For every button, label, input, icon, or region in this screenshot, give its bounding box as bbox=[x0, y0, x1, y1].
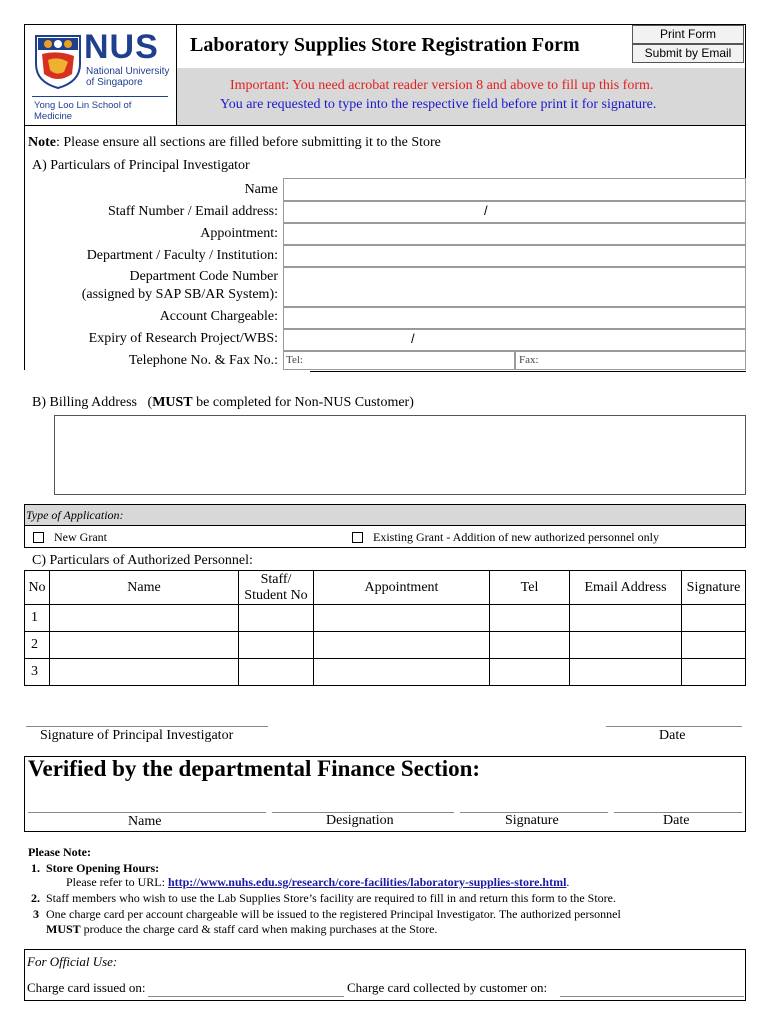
tel-input[interactable] bbox=[283, 351, 515, 370]
cell-email[interactable] bbox=[570, 632, 682, 659]
notes-heading: Please Note: bbox=[28, 845, 91, 859]
note-3-text: One charge card per account chargeable will be issued to the registered Principal Investigator. The authorized personnel bbox=[46, 907, 621, 921]
row-number: 2 bbox=[25, 632, 50, 659]
dept-code-input[interactable] bbox=[283, 267, 746, 307]
pi-date-line[interactable] bbox=[606, 726, 742, 727]
section-b-must: MUST bbox=[152, 395, 193, 410]
application-header bbox=[24, 504, 746, 526]
important-notice: Important: You need acrobat reader version 8 and above to fill up this form. bbox=[230, 78, 654, 93]
cell-signature[interactable] bbox=[682, 659, 746, 686]
note-3-rest: produce the charge card & staff card when making purchases at the Store. bbox=[80, 922, 438, 936]
existing-grant-checkbox[interactable] bbox=[352, 532, 363, 543]
section-b-rest: be completed for Non-NUS Customer) bbox=[192, 395, 414, 410]
section-c-heading: C) Particulars of Authorized Personnel: bbox=[32, 553, 253, 568]
note-2-number: 2. bbox=[31, 891, 40, 905]
note-3-must: MUST bbox=[46, 922, 81, 936]
expiry-slash: / bbox=[411, 331, 415, 346]
new-grant-label: New Grant bbox=[54, 530, 107, 544]
note-3-line-2 bbox=[46, 922, 437, 937]
cell-email[interactable] bbox=[570, 605, 682, 632]
col-appointment: Appointment bbox=[314, 571, 490, 605]
note-1-line bbox=[66, 875, 569, 890]
section-a-heading: A) Particulars of Principal Investigator bbox=[32, 158, 250, 173]
pi-signature-line[interactable] bbox=[26, 726, 268, 727]
nus-logo bbox=[32, 28, 172, 122]
logo-singapore: of Singapore bbox=[86, 77, 143, 88]
cell-tel[interactable] bbox=[490, 605, 570, 632]
note-bold: Note bbox=[28, 135, 56, 150]
section-b-heading bbox=[32, 395, 414, 411]
appointment-input[interactable] bbox=[283, 223, 746, 245]
col-tel: Tel bbox=[490, 571, 570, 605]
cell-staff[interactable] bbox=[239, 605, 314, 632]
label-dept-code: Department Code Number bbox=[129, 269, 278, 284]
fax-label: Fax: bbox=[519, 354, 539, 366]
label-account: Account Chargeable: bbox=[159, 309, 278, 324]
issued-label: Charge card issued on: bbox=[27, 980, 146, 995]
row-number: 3 bbox=[25, 659, 50, 686]
print-form-button[interactable]: Print Form bbox=[632, 25, 744, 44]
cell-tel[interactable] bbox=[490, 659, 570, 686]
collected-line[interactable] bbox=[560, 996, 744, 997]
note-body: : Please ensure all sections are filled before submitting it to the Store bbox=[56, 135, 441, 150]
col-staff-1: Staff/ bbox=[260, 571, 292, 587]
type-notice: You are requested to type into the respective field before print it for signature. bbox=[220, 97, 657, 112]
verified-designation-label: Designation bbox=[326, 813, 394, 828]
col-no: No bbox=[25, 571, 50, 605]
submit-email-button[interactable]: Submit by Email bbox=[632, 44, 744, 63]
note-1-number: 1. bbox=[31, 861, 40, 875]
logo-school: Yong Loo Lin School of Medicine bbox=[34, 100, 132, 122]
pi-signature-label: Signature of Principal Investigator bbox=[40, 728, 234, 743]
account-input[interactable] bbox=[283, 307, 746, 329]
row-number: 1 bbox=[25, 605, 50, 632]
note-2-text: Staff members who wish to use the Lab Supplies Store’s facility are required to fill in and return this form to the Store. bbox=[46, 891, 616, 905]
verified-name-line[interactable] bbox=[28, 812, 266, 813]
cell-name[interactable] bbox=[50, 632, 239, 659]
section-b-title: B) Billing Address bbox=[32, 395, 138, 410]
department-input[interactable] bbox=[283, 245, 746, 267]
cell-tel[interactable] bbox=[490, 632, 570, 659]
table-row bbox=[25, 605, 746, 632]
pi-date-label: Date bbox=[659, 728, 686, 743]
note-1-prefix: Please refer to URL: bbox=[66, 875, 168, 889]
table-row bbox=[25, 632, 746, 659]
tel-label: Tel: bbox=[286, 354, 303, 366]
note-1-end: . bbox=[566, 875, 570, 889]
cell-staff[interactable] bbox=[239, 632, 314, 659]
personnel-table bbox=[24, 570, 746, 686]
table-row bbox=[25, 659, 746, 686]
cell-name[interactable] bbox=[50, 659, 239, 686]
cell-appointment[interactable] bbox=[314, 632, 490, 659]
col-staff-2: Student No bbox=[244, 587, 308, 603]
verified-name-label: Name bbox=[128, 814, 162, 829]
logo-rule bbox=[32, 96, 168, 97]
existing-grant-label: Existing Grant - Addition of new authorized personnel only bbox=[373, 530, 659, 544]
application-title: Type of Application: bbox=[26, 508, 124, 522]
col-signature: Signature bbox=[682, 571, 746, 605]
label-expiry: Expiry of Research Project/WBS: bbox=[88, 331, 278, 346]
cell-signature[interactable] bbox=[682, 605, 746, 632]
col-email: Email Address bbox=[570, 571, 682, 605]
verified-signature-label: Signature bbox=[505, 813, 559, 828]
label-telephone: Telephone No. & Fax No.: bbox=[128, 353, 278, 368]
staff-slash: / bbox=[484, 203, 488, 218]
logo-university: National University bbox=[86, 66, 170, 77]
verified-date-label: Date bbox=[663, 813, 690, 828]
logo-wordmark: NUS bbox=[84, 28, 159, 66]
billing-address-input[interactable] bbox=[54, 415, 746, 495]
cell-appointment[interactable] bbox=[314, 605, 490, 632]
col-name: Name bbox=[50, 571, 239, 605]
store-url-link[interactable]: http://www.nuhs.edu.sg/research/core-facilities/laboratory-supplies-store.html bbox=[167, 875, 567, 889]
fax-input[interactable] bbox=[515, 351, 746, 370]
issued-line[interactable] bbox=[148, 996, 344, 997]
crest-icon bbox=[34, 34, 82, 90]
cell-email[interactable] bbox=[570, 659, 682, 686]
pi-name-input[interactable] bbox=[283, 178, 746, 201]
tel-underline bbox=[310, 371, 746, 372]
label-appointment: Appointment: bbox=[200, 226, 278, 241]
cell-signature[interactable] bbox=[682, 632, 746, 659]
label-dept-code-2: (assigned by SAP SB/AR System): bbox=[81, 287, 278, 302]
section-b-open: ( bbox=[147, 395, 153, 410]
cell-staff[interactable] bbox=[239, 659, 314, 686]
note-1-title: Store Opening Hours: bbox=[46, 861, 160, 875]
collected-label: Charge card collected by customer on: bbox=[347, 980, 548, 995]
new-grant-checkbox[interactable] bbox=[33, 532, 44, 543]
form-title: Laboratory Supplies Store Registration Form bbox=[190, 34, 580, 56]
cell-name[interactable] bbox=[50, 605, 239, 632]
label-staff: Staff Number / Email address: bbox=[107, 204, 278, 219]
label-name: Name bbox=[244, 182, 278, 197]
verified-title: Verified by the departmental Finance Section: bbox=[28, 756, 481, 781]
cell-appointment[interactable] bbox=[314, 659, 490, 686]
note-3-number: 3 bbox=[33, 907, 39, 921]
expiry-input[interactable] bbox=[283, 329, 746, 351]
label-department: Department / Faculty / Institution: bbox=[86, 248, 278, 263]
col-staff bbox=[239, 571, 314, 605]
staff-email-input[interactable] bbox=[283, 201, 746, 223]
official-title: For Official Use: bbox=[27, 954, 118, 969]
